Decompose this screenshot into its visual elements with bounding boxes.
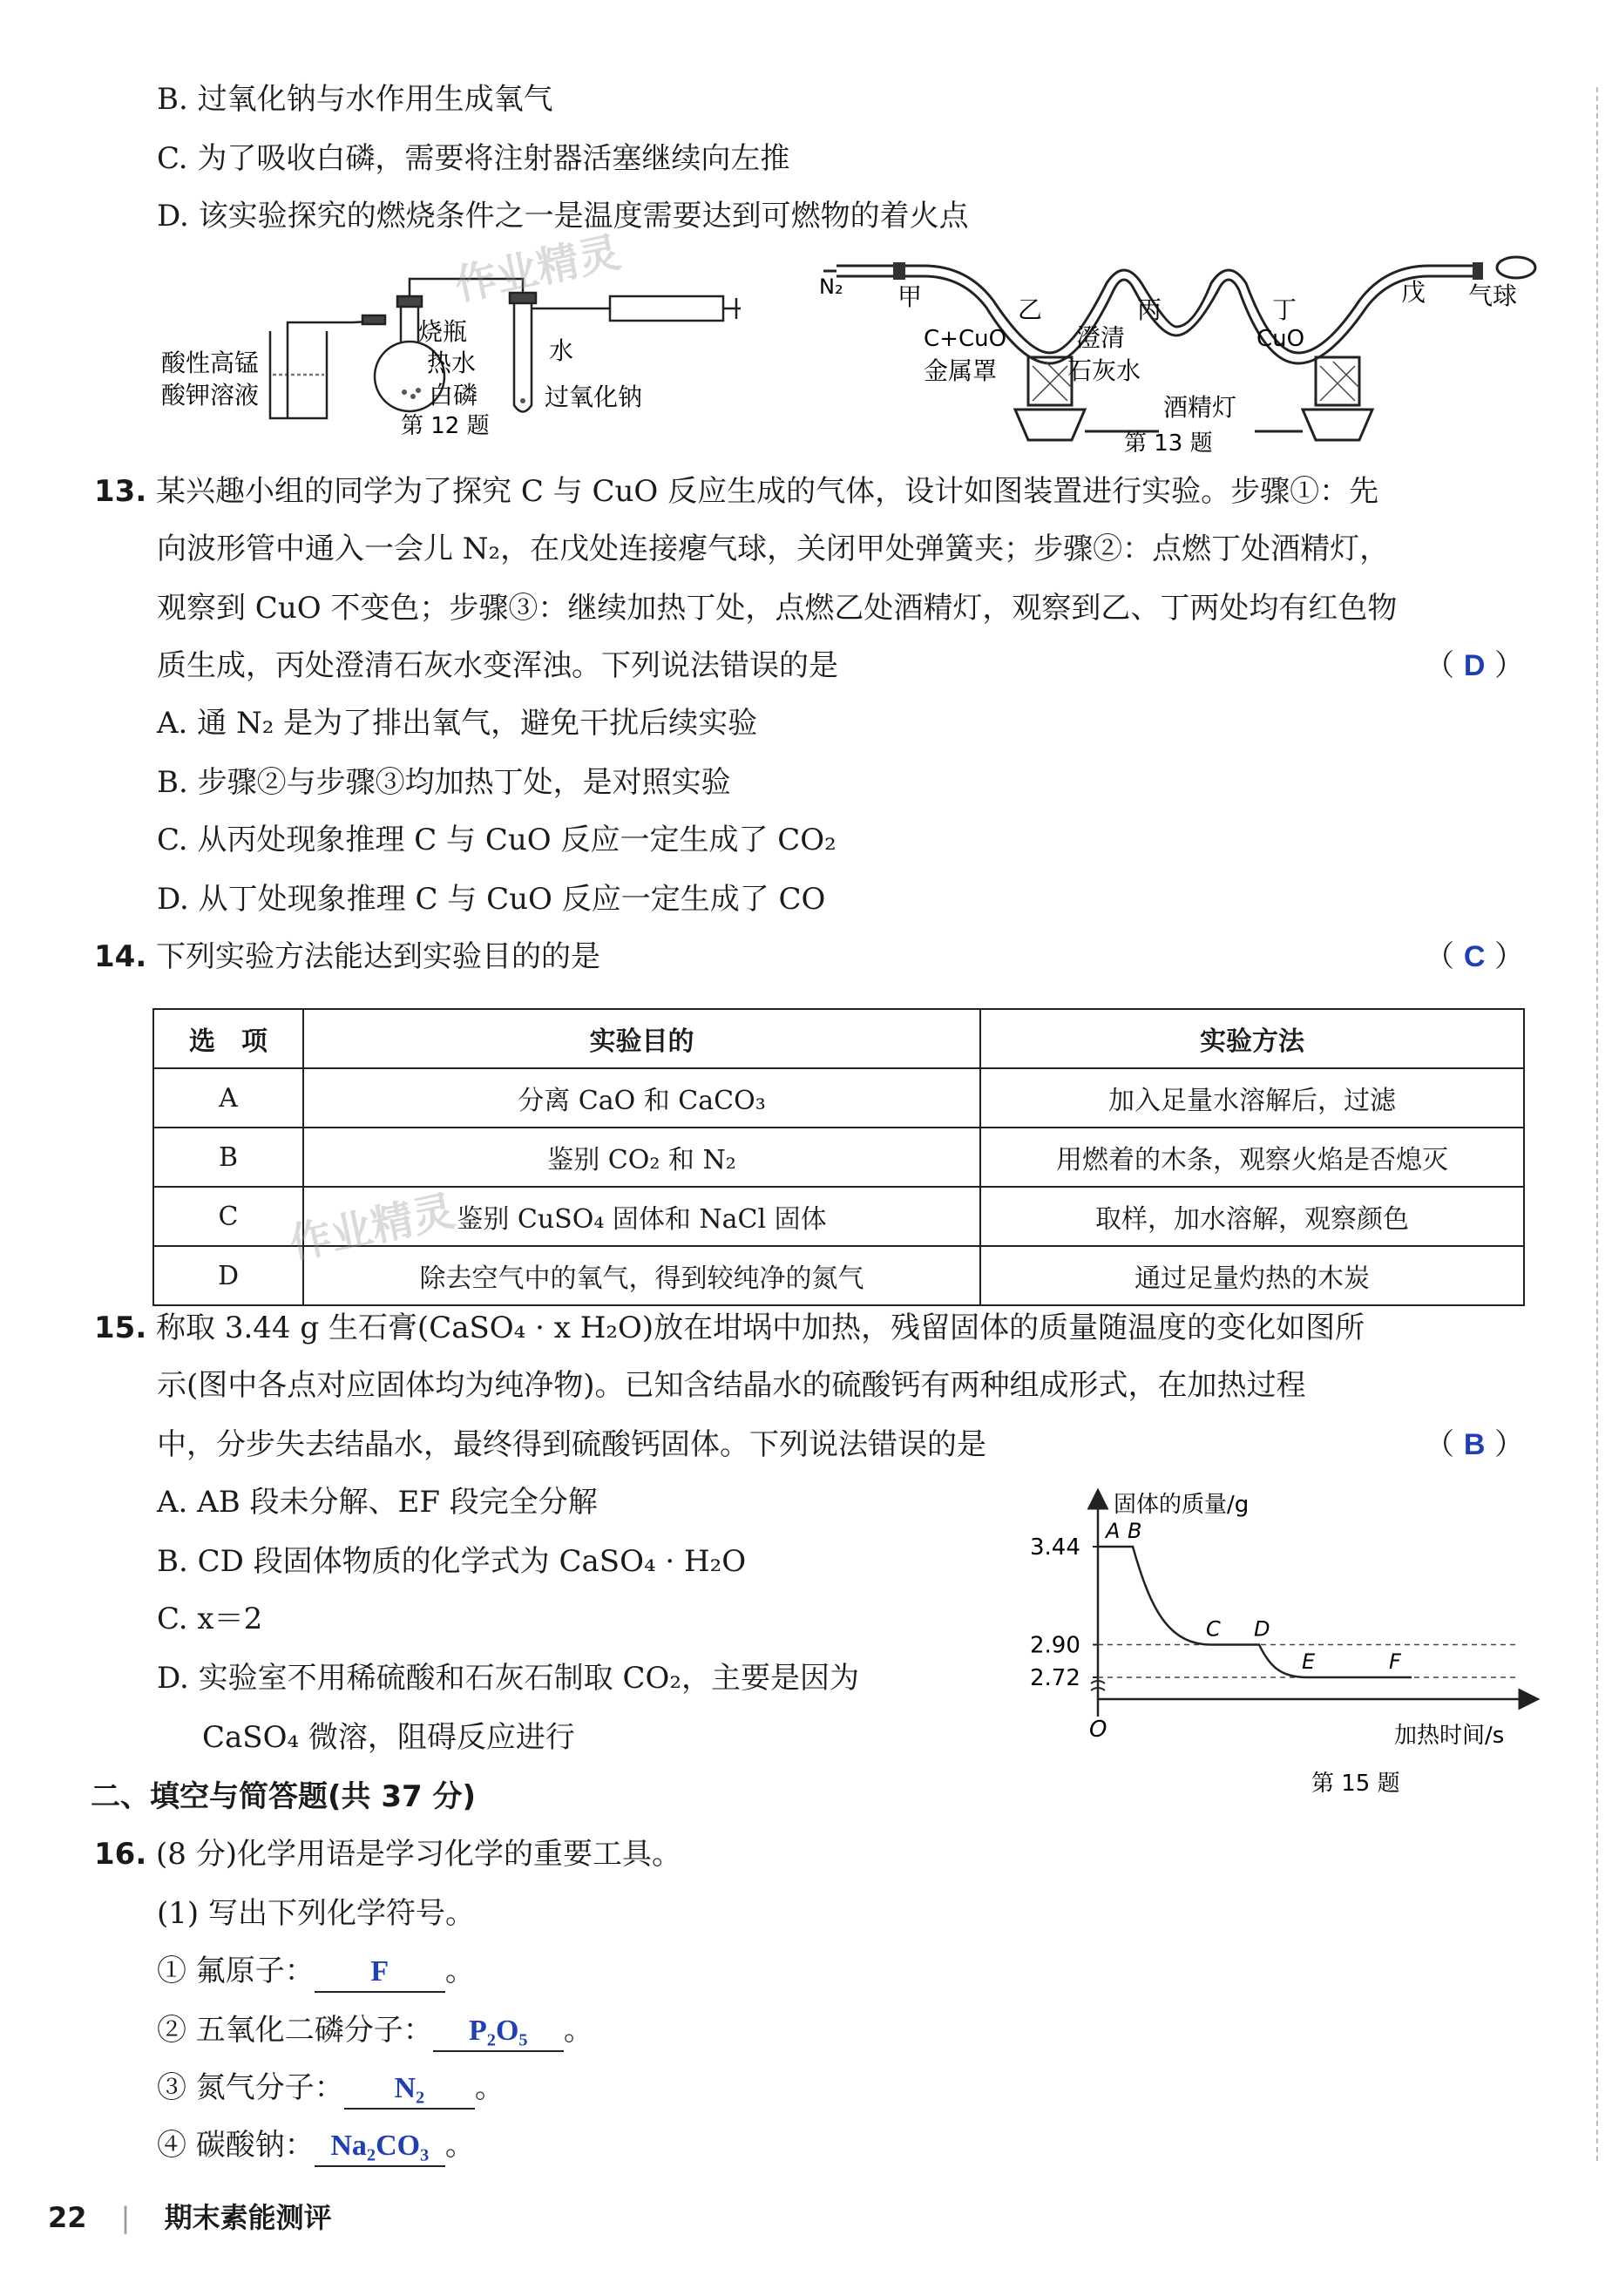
q15-answer: B bbox=[1463, 1428, 1486, 1461]
q16-item-3: ③ 氮气分子： N₂ 。 bbox=[157, 2069, 505, 2110]
label-hot-water: 热水 bbox=[427, 349, 477, 377]
q16-answer-3: N₂ bbox=[344, 2069, 475, 2110]
x-axis-label: 加热时间/s bbox=[1394, 1723, 1505, 1749]
y-tick-label: 2.90 bbox=[1030, 1632, 1080, 1659]
q15-option-b: B. CD 段固体物质的化学式为 CaSO₄ · H₂O bbox=[157, 1544, 747, 1579]
point-label-A: A bbox=[1106, 1519, 1121, 1543]
test-tube bbox=[514, 301, 532, 412]
table-header-row bbox=[153, 1009, 1524, 1068]
balloon bbox=[1497, 257, 1535, 278]
q16-number: 16. bbox=[94, 1837, 147, 1872]
label-lamp: 酒精灯 bbox=[1163, 393, 1237, 422]
margin-dashed-rule bbox=[1596, 87, 1598, 2161]
q15-mass-time-chart bbox=[1028, 1481, 1551, 1795]
q14-answer: C bbox=[1463, 940, 1486, 973]
q15-line-2: 示(图中各点对应固体均为纯净物)。已知含结晶水的硫酸钙有两种组成形式，在加热过程 bbox=[157, 1368, 1306, 1403]
q15-line-3: 中，分步失去结晶水，最终得到硫酸钙固体。下列说法错误的是 bbox=[157, 1427, 986, 1462]
lamp-ding bbox=[1303, 410, 1372, 440]
header-option: 选 项 bbox=[153, 1009, 303, 1068]
label-yi: 乙 bbox=[1018, 295, 1043, 324]
point-label-E: E bbox=[1302, 1649, 1316, 1674]
q13-line-4: 质生成，丙处澄清石灰水变浑浊。下列说法错误的是 bbox=[157, 648, 838, 683]
q16-answer-1: F bbox=[315, 1953, 445, 1993]
q13-option-c: C. 从丙处现象推理 C 与 CuO 反应一定生成了 CO₂ bbox=[157, 823, 836, 857]
label-jia: 甲 bbox=[897, 282, 923, 311]
q12-option-c: C. 为了吸收白磷，需要将注射器活塞继续向左推 bbox=[157, 141, 790, 176]
figure-15-caption: 第 15 题 bbox=[1311, 1771, 1400, 1795]
point-label-C: C bbox=[1206, 1616, 1221, 1642]
y-axis-label: 固体的质量/g bbox=[1114, 1492, 1250, 1518]
header-purpose: 实验目的 bbox=[303, 1009, 980, 1068]
label-limewater-1: 澄清 bbox=[1076, 323, 1126, 352]
watermark-2: 作业精灵 bbox=[285, 1186, 459, 1270]
label-bing: 丙 bbox=[1137, 295, 1162, 324]
q16-item-1: ① 氟原子： F 。 bbox=[157, 1952, 475, 1993]
syringe bbox=[610, 296, 723, 321]
q15-option-d-2: CaSO₄ 微溶，阻碍反应进行 bbox=[202, 1720, 575, 1755]
figure-13-caption: 第 13 题 bbox=[1124, 430, 1213, 457]
label-n2: N₂ bbox=[819, 274, 843, 299]
point-label-F: F bbox=[1389, 1649, 1401, 1674]
section-2-title: 二、填空与简答题(共 37 分) bbox=[91, 1779, 477, 1814]
q13-line-2: 向波形管中通入一会儿 N₂，在戊处连接瘪气球，关闭甲处弹簧夹；步骤②：点燃丁处酒精灯， bbox=[157, 532, 1390, 566]
q13-answer-bracket: （ D ） bbox=[1425, 648, 1525, 683]
q16-answer-2: P₂O₅ bbox=[433, 2012, 564, 2052]
q13-answer: D bbox=[1463, 649, 1486, 682]
figure-12-apparatus bbox=[157, 261, 749, 436]
label-wu: 戊 bbox=[1401, 278, 1426, 307]
q15-line-1: 称取 3.44 g 生石膏(CaSO₄ · x H₂O)放在坩埚中加热，残留固体的质量随温度的变化如图所 bbox=[156, 1311, 1365, 1345]
q12-option-d: D. 该实验探究的燃烧条件之一是温度需要达到可燃物的着火点 bbox=[157, 199, 969, 234]
series-line bbox=[1098, 1547, 1412, 1677]
table-row: A 分离 CaO 和 CaCO₃ 加入足量水溶解后，过滤 bbox=[153, 1068, 1524, 1128]
q15-number: 15. bbox=[94, 1311, 147, 1345]
q13-line-1: 某兴趣小组的同学为了探究 C 与 CuO 反应生成的气体，设计如图装置进行实验。步骤①：先 bbox=[156, 474, 1379, 509]
q13-option-b: B. 步骤②与步骤③均加热丁处，是对照实验 bbox=[157, 765, 731, 800]
q16-sub1: (1) 写出下列化学符号。 bbox=[157, 1896, 475, 1931]
q13-line-3: 观察到 CuO 不变色；步骤③：继续加热丁处，点燃乙处酒精灯，观察到乙、丁两处均有红色物 bbox=[157, 591, 1398, 626]
q13-option-a: A. 通 N₂ 是为了排出氧气，避免干扰后续实验 bbox=[157, 706, 758, 741]
figure-12-caption: 第 12 题 bbox=[401, 413, 490, 436]
q16-answer-4: Na₂CO₃ bbox=[315, 2127, 445, 2167]
point-label-D: D bbox=[1254, 1616, 1270, 1642]
label-limewater-2: 石灰水 bbox=[1067, 356, 1141, 385]
label-c-cuo: C+CuO bbox=[924, 326, 1007, 352]
q13-option-d: D. 从丁处现象推理 C 与 CuO 反应一定生成了 CO bbox=[157, 882, 826, 917]
label-white-p: 白磷 bbox=[429, 381, 478, 410]
q14-options-table bbox=[152, 1008, 1525, 1306]
table-row: C 鉴别 CuSO₄ 固体和 NaCl 固体 取样，加水溶解，观察颜色 bbox=[153, 1187, 1524, 1246]
q14-answer-bracket: （ C ） bbox=[1425, 939, 1525, 974]
label-cuo: CuO bbox=[1256, 326, 1305, 352]
q12-option-b: B. 过氧化钠与水作用生成氧气 bbox=[157, 82, 553, 117]
table-row: B 鉴别 CO₂ 和 N₂ 用燃着的木条，观察火焰是否熄灭 bbox=[153, 1128, 1524, 1187]
label-ding: 丁 bbox=[1272, 295, 1297, 324]
lamp-yi bbox=[1015, 410, 1085, 440]
label-balloon: 气球 bbox=[1468, 281, 1518, 310]
page-number: 22 bbox=[48, 2201, 87, 2234]
q16-item-2: ② 五氧化二磷分子： P₂O₅ 。 bbox=[157, 2011, 593, 2052]
q16-item-4: ④ 碳酸钠： Na₂CO₃ 。 bbox=[157, 2126, 475, 2167]
point-label-B: B bbox=[1128, 1519, 1142, 1543]
table-row: D 除去空气中的氧气，得到较纯净的氮气 通过足量灼热的木炭 bbox=[153, 1246, 1524, 1305]
page-footer: 22 | 期末素能测评 bbox=[48, 2201, 332, 2234]
origin-label: O bbox=[1089, 1717, 1107, 1743]
q14-stem: 下列实验方法能达到实验目的的是 bbox=[156, 939, 601, 974]
q13-number: 13. bbox=[94, 474, 147, 509]
q15-option-d-1: D. 实验室不用稀硫酸和石灰石制取 CO₂，主要是因为 bbox=[157, 1661, 859, 1696]
label-kmno4-2: 酸钾溶液 bbox=[161, 381, 260, 410]
q16-stem: (8 分)化学用语是学习化学的重要工具。 bbox=[156, 1837, 682, 1872]
q15-answer-bracket: （ B ） bbox=[1425, 1427, 1525, 1462]
figure-13-apparatus bbox=[819, 248, 1560, 457]
label-flask: 烧瓶 bbox=[418, 317, 468, 346]
footer-title: 期末素能测评 bbox=[164, 2201, 332, 2234]
q15-option-c: C. x＝2 bbox=[157, 1602, 263, 1636]
label-kmno4-1: 酸性高锰 bbox=[161, 349, 260, 377]
label-metal-cover: 金属罩 bbox=[924, 356, 998, 385]
y-tick-label: 2.72 bbox=[1030, 1665, 1080, 1691]
q15-option-a: A. AB 段未分解、EF 段完全分解 bbox=[157, 1485, 598, 1520]
label-water: 水 bbox=[549, 336, 574, 365]
label-na2o2: 过氧化钠 bbox=[545, 383, 643, 411]
q14-number: 14. bbox=[94, 939, 147, 974]
header-method: 实验方法 bbox=[980, 1009, 1524, 1068]
y-tick-label: 3.44 bbox=[1030, 1534, 1080, 1561]
watermark-1: 作业精灵 bbox=[450, 227, 625, 311]
